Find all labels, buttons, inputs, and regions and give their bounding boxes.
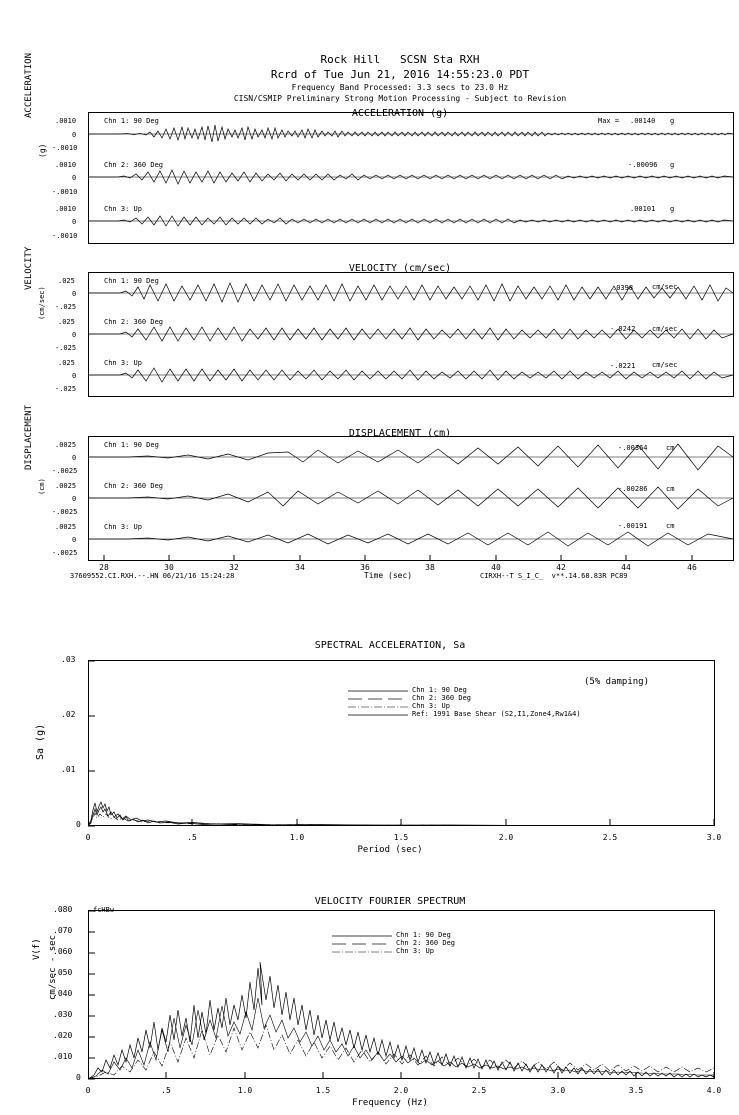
spectral-xtick-1: .5 bbox=[187, 833, 197, 842]
header-record: Rcrd of Tue Jun 21, 2016 14:55:23.0 PDT bbox=[270, 68, 530, 81]
disp-chn1-peak: -.00364 bbox=[618, 444, 648, 452]
spectral-legend-0: Chn 1: 90 Deg bbox=[412, 686, 467, 694]
vel-ytick-0: .025 bbox=[58, 277, 75, 285]
spectral-legend-lines bbox=[348, 691, 408, 715]
spectral-xtick-5: 2.5 bbox=[602, 833, 618, 842]
acc-chn1-trace bbox=[88, 125, 734, 142]
spectral-legend-2: Chn 3: Up bbox=[412, 702, 450, 710]
vel-ytick-2: -.025 bbox=[55, 303, 77, 311]
fourier-xtick-4: 2.0 bbox=[393, 1086, 409, 1095]
disp-chn3-trace bbox=[88, 532, 734, 546]
header-band: Frequency Band Processed: 3.3 secs to 23.0 Hz bbox=[291, 83, 509, 92]
acc-chn2-peak: -.00096 bbox=[628, 161, 658, 169]
fourier-xtick-6: 3.0 bbox=[550, 1086, 566, 1095]
spectral-damping-note: (5% damping) bbox=[584, 677, 650, 687]
fourier-xtick-5: 2.5 bbox=[471, 1086, 487, 1095]
disp-ytick-1: 0 bbox=[72, 454, 77, 462]
fourier-ytick-8: 0 bbox=[76, 1073, 81, 1082]
disp-chn1-label: Chn 1: 90 Deg bbox=[104, 441, 159, 449]
acc-chn1-unit: g bbox=[670, 117, 675, 125]
disp-chn3-label: Chn 3: Up bbox=[104, 523, 142, 531]
acc-chn2-unit: g bbox=[670, 161, 675, 169]
vel-ytick-6: .025 bbox=[58, 359, 75, 367]
acc-chn3-unit: g bbox=[670, 205, 675, 213]
fourier-ytick-5: .030 bbox=[53, 1010, 73, 1019]
disp-ytick-2: -.0025 bbox=[52, 467, 78, 475]
acc-chn3-trace bbox=[88, 216, 734, 226]
acc-ytick-6: .0010 bbox=[55, 205, 77, 213]
fourier-title: VELOCITY FOURIER SPECTRUM bbox=[314, 896, 466, 907]
acc-ytick-1: 0 bbox=[72, 131, 77, 139]
spectral-ytick-0: .03 bbox=[61, 655, 76, 664]
acc-ytick-2: -.0010 bbox=[52, 144, 78, 152]
fourier-legend-2: Chn 3: Up bbox=[396, 947, 434, 955]
vel-chn1-peak: .0398 bbox=[612, 284, 634, 292]
acc-ytick-4: 0 bbox=[72, 174, 77, 182]
acc-chn3-peak: .00101 bbox=[630, 205, 656, 213]
fourier-chn1-trace bbox=[88, 962, 714, 1079]
vel-chn2-trace bbox=[88, 327, 734, 341]
fourier-xtick-7: 3.5 bbox=[628, 1086, 644, 1095]
fourier-ytick-4: .040 bbox=[53, 989, 73, 998]
acc-chn3-label: Chn 3: Up bbox=[104, 205, 142, 213]
acc-ytick-7: 0 bbox=[72, 218, 77, 226]
fourier-ytick-1: .070 bbox=[53, 926, 73, 935]
fourier-xtick-3: 1.5 bbox=[315, 1086, 331, 1095]
header-station: Rock Hill SCSN Sta RXH bbox=[320, 53, 480, 66]
disp-ytick-3: .0025 bbox=[55, 482, 77, 490]
spectral-xtick-0: 0 bbox=[85, 833, 91, 842]
displacement-title: DISPLACEMENT (cm) bbox=[348, 428, 452, 439]
spectral-title: SPECTRAL ACCELERATION, Sa bbox=[314, 640, 466, 651]
spectral-xtick-3: 1.5 bbox=[393, 833, 409, 842]
fourier-ytick-7: .010 bbox=[53, 1052, 73, 1061]
fourier-ytick-0: .080 bbox=[53, 905, 73, 914]
footer-center: Time (sec) bbox=[363, 571, 413, 580]
disp-chn1-unit: cm bbox=[666, 444, 675, 452]
disp-chn2-peak: -.00286 bbox=[618, 485, 648, 493]
acceleration-plot bbox=[88, 112, 734, 252]
disp-ytick-7: 0 bbox=[72, 536, 77, 544]
fourier-chn2-trace bbox=[88, 998, 714, 1079]
fourier-xtick-1: .5 bbox=[161, 1086, 171, 1095]
disp-ytick-5: -.0025 bbox=[52, 508, 78, 516]
disp-chn3-unit: cm bbox=[666, 522, 675, 530]
fourier-ytick-3: .050 bbox=[53, 968, 73, 977]
spectral-xtick-6: 3.0 bbox=[706, 833, 722, 842]
time-tick-2: 32 bbox=[229, 563, 239, 572]
acc-chn1-label: Chn 1: 90 Deg bbox=[104, 117, 159, 125]
vel-chn2-unit: cm/sec bbox=[652, 325, 678, 333]
vel-ytick-1: 0 bbox=[72, 290, 77, 298]
vel-ytick-3: .025 bbox=[58, 318, 75, 326]
acc-ytick-3: .0010 bbox=[55, 161, 77, 169]
displacement-ylabel: DISPLACEMENT bbox=[24, 404, 34, 470]
spectral-ytick-3: 0 bbox=[76, 820, 81, 829]
displacement-yunit: (cm) bbox=[38, 478, 46, 495]
vel-ytick-8: -.025 bbox=[55, 385, 77, 393]
velocity-plot bbox=[88, 272, 734, 400]
time-tick-1: 30 bbox=[164, 563, 174, 572]
vel-ytick-5: -.025 bbox=[55, 344, 77, 352]
acceleration-yunit: (g) bbox=[38, 143, 47, 158]
time-tick-0: 28 bbox=[99, 563, 109, 572]
disp-chn3-peak: -.00191 bbox=[618, 522, 648, 530]
time-tick-6: 40 bbox=[491, 563, 501, 572]
velocity-title: VELOCITY (cm/sec) bbox=[348, 263, 452, 274]
acceleration-title: ACCELERATION (g) bbox=[351, 108, 449, 119]
acc-chn2-trace bbox=[88, 170, 734, 184]
acc-ytick-5: -.0010 bbox=[52, 188, 78, 196]
fourier-y-ticks bbox=[88, 911, 95, 1079]
fourier-yunit: cm/sec - sec bbox=[48, 934, 58, 1000]
fourier-ylabel: V(f) bbox=[32, 938, 42, 960]
vel-chn3-trace bbox=[88, 368, 734, 382]
vel-chn2-label: Chn 2: 360 Deg bbox=[104, 318, 164, 326]
time-tick-3: 34 bbox=[295, 563, 305, 572]
displacement-plot bbox=[88, 436, 734, 564]
fourier-xtick-8: 4.0 bbox=[706, 1086, 722, 1095]
vel-chn3-peak: -.0221 bbox=[610, 362, 636, 370]
spectral-xtick-4: 2.0 bbox=[498, 833, 514, 842]
fourier-legend-1: Chn 2: 360 Deg bbox=[396, 939, 456, 947]
fourier-xtick-2: 1.0 bbox=[237, 1086, 253, 1095]
spectral-xlabel: Period (sec) bbox=[357, 845, 423, 855]
spectral-legend-3: Ref: 1991 Base Shear (S2,I1,Zone4,Rw1&4) bbox=[412, 710, 581, 718]
acc-ytick-0: .0010 bbox=[55, 117, 77, 125]
vel-ytick-4: 0 bbox=[72, 331, 77, 339]
vel-chn2-peak: -.0242 bbox=[610, 325, 636, 333]
disp-ytick-8: -.0025 bbox=[52, 549, 78, 557]
fourier-legend-lines bbox=[332, 936, 392, 952]
fourier-ytick-2: .060 bbox=[53, 947, 73, 956]
spectral-ylabel: Sa (g) bbox=[35, 723, 46, 760]
footer-right: CIRXH--T S_I_C_ v**.14.68.83R PC89 bbox=[480, 572, 628, 580]
disp-ytick-0: .0025 bbox=[55, 441, 77, 449]
vel-chn3-label: Chn 3: Up bbox=[104, 359, 142, 367]
time-tick-5: 38 bbox=[425, 563, 435, 572]
spectral-legend-1: Chn 2: 360 Deg bbox=[412, 694, 472, 702]
disp-ytick-6: .0025 bbox=[55, 523, 77, 531]
time-tick-9: 46 bbox=[687, 563, 697, 572]
time-tick-7: 42 bbox=[556, 563, 566, 572]
acc-max-prefix: Max = bbox=[598, 117, 620, 125]
vel-chn3-unit: cm/sec bbox=[652, 361, 678, 369]
disp-ytick-4: 0 bbox=[72, 495, 77, 503]
header-agency: CISN/CSMIP Preliminary Strong Motion Processing - Subject to Revision bbox=[233, 94, 567, 103]
spectral-xtick-2: 1.0 bbox=[289, 833, 305, 842]
time-tick-8: 44 bbox=[621, 563, 631, 572]
fourier-corner-note: fcHBw bbox=[93, 906, 115, 914]
fourier-xlabel: Frequency (Hz) bbox=[352, 1098, 428, 1108]
time-tick-4: 36 bbox=[360, 563, 370, 572]
acc-chn2-label: Chn 2: 360 Deg bbox=[104, 161, 164, 169]
velocity-ylabel: VELOCITY bbox=[24, 246, 34, 290]
vel-chn1-unit: cm/sec bbox=[652, 283, 678, 291]
spectral-ytick-1: .02 bbox=[61, 710, 76, 719]
disp-chn2-unit: cm bbox=[666, 485, 675, 493]
vel-chn1-trace bbox=[88, 283, 734, 302]
spectral-y-ticks bbox=[88, 661, 95, 826]
spectral-ytick-2: .01 bbox=[61, 765, 76, 774]
acc-chn1-peak: .00140 bbox=[630, 117, 656, 125]
disp-chn2-label: Chn 2: 360 Deg bbox=[104, 482, 164, 490]
acceleration-ylabel: ACCELERATION bbox=[24, 52, 34, 118]
acc-ytick-8: -.0010 bbox=[52, 232, 78, 240]
fourier-ytick-6: .020 bbox=[53, 1031, 73, 1040]
vel-ytick-7: 0 bbox=[72, 372, 77, 380]
fourier-xtick-0: 0 bbox=[85, 1086, 91, 1095]
fourier-legend-0: Chn 1: 90 Deg bbox=[396, 931, 451, 939]
footer-left: 37609552.CI.RXH.--.HN 06/21/16 15:24:28 bbox=[70, 572, 235, 580]
velocity-yunit: (cm/sec) bbox=[38, 286, 46, 320]
vel-chn1-label: Chn 1: 90 Deg bbox=[104, 277, 159, 285]
